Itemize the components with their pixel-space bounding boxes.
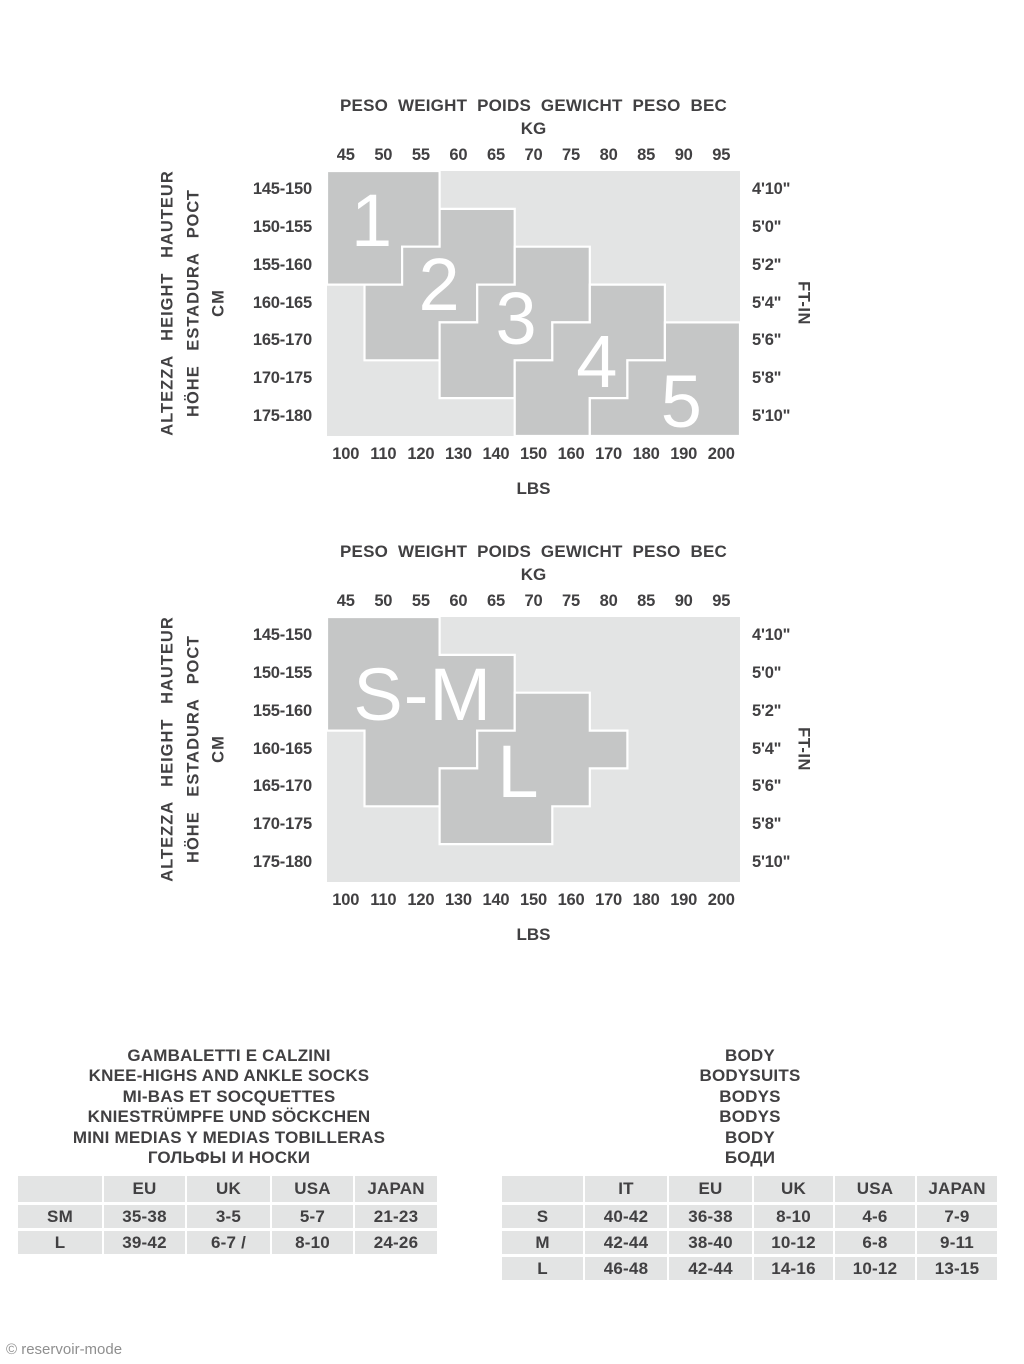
size-chart-numeric (0, 96, 1024, 506)
kg-tick: 85 (637, 146, 656, 164)
ftin-range-label: 5'6" (752, 331, 782, 350)
lbs-axis-label: LBS (516, 925, 551, 944)
kg-tick: 55 (411, 146, 430, 164)
cm-unit-label: CM (209, 735, 228, 763)
size-zone-label-4: 4 (576, 320, 619, 404)
table-row (502, 1257, 997, 1280)
lbs-tick: 200 (707, 445, 735, 463)
table-cell: 42-44 (669, 1257, 752, 1280)
knee-highs-size-table (18, 1176, 437, 1257)
size-zone-label-5: 5 (660, 359, 703, 443)
table-header-cell: EU (104, 1176, 185, 1202)
lbs-tick: 140 (482, 445, 510, 463)
cm-range-label: 160-165 (252, 739, 312, 758)
table-title-line: ГОЛЬФЫ И НОСКИ (147, 1148, 311, 1168)
cm-unit-label: CM (209, 289, 228, 317)
kg-tick: 50 (374, 146, 393, 164)
cm-range-label: 175-180 (252, 407, 312, 426)
table-cell: 8-10 (272, 1231, 353, 1254)
ftin-range-label: 5'8" (752, 369, 782, 388)
ftin-range-label: 5'10" (752, 853, 791, 872)
bodysuits-table-titles (502, 1046, 998, 1168)
height-axis-label-line2: HÖHE ESTADURA РОСТ (184, 189, 203, 417)
table-title-line: GAMBALETTI E CALZINI (127, 1046, 331, 1065)
lbs-tick: 180 (632, 445, 660, 463)
ftin-range-label: 5'8" (752, 815, 782, 834)
lbs-tick: 150 (520, 445, 547, 463)
lbs-tick: 130 (444, 445, 472, 463)
table-header-row (502, 1176, 997, 1202)
ftin-range-label: 5'10" (752, 407, 791, 426)
kg-tick: 90 (674, 146, 693, 164)
kg-axis-label: KG (520, 119, 547, 138)
table-title-line: BODYS (719, 1086, 781, 1106)
size-zone-label-2: 2 (418, 242, 461, 326)
bodysuits-size-table (502, 1176, 997, 1283)
cm-range-label: 150-155 (252, 217, 312, 236)
table-cell: 39-42 (104, 1231, 185, 1254)
lbs-tick: 170 (595, 891, 623, 909)
cm-range-label: 155-160 (252, 255, 312, 274)
cm-range-label: 145-150 (252, 625, 312, 644)
table-cell: 9-11 (917, 1231, 997, 1254)
table-header-cell (502, 1176, 583, 1202)
table-cell: 24-26 (355, 1231, 437, 1254)
table-row (502, 1205, 997, 1228)
table-header-cell: USA (835, 1176, 915, 1202)
size-zone-label-1: 1 (350, 178, 394, 262)
lbs-tick: 180 (632, 891, 660, 909)
lbs-tick: 170 (595, 445, 623, 463)
kg-tick: 60 (449, 592, 468, 610)
table-cell: 21-23 (355, 1205, 437, 1228)
table-title-line: БОДИ (724, 1148, 776, 1168)
ftin-range-label: 4'10" (752, 625, 791, 644)
kg-axis-label: KG (520, 565, 547, 584)
cm-range-label: 155-160 (252, 701, 312, 720)
table-title-line: BODYS (719, 1107, 781, 1127)
table-cell: 10-12 (754, 1231, 833, 1254)
lbs-tick: 120 (407, 891, 435, 909)
table-cell: 38-40 (669, 1231, 752, 1254)
knee-highs-table-titles (18, 1046, 440, 1168)
kg-tick: 95 (712, 592, 731, 610)
kg-tick: 50 (374, 592, 393, 610)
cm-range-label: 150-155 (252, 663, 312, 682)
table-cell: 40-42 (585, 1205, 667, 1228)
cm-range-label: 165-170 (252, 777, 312, 796)
cm-range-label: 175-180 (252, 853, 312, 872)
table-header-cell: UK (187, 1176, 270, 1202)
size-chart-sm-l (0, 542, 1024, 952)
size-zone-label-S-M: S-M (353, 652, 493, 736)
lbs-tick: 190 (670, 445, 698, 463)
ftin-range-label: 5'4" (752, 293, 782, 312)
kg-tick: 45 (336, 146, 355, 164)
kg-tick: 75 (562, 592, 580, 610)
table-header-row (18, 1176, 437, 1202)
cm-range-label: 160-165 (252, 293, 312, 312)
table-cell: 35-38 (104, 1205, 185, 1228)
ftin-unit-label: FT-IN (794, 727, 813, 771)
table-cell: 6-8 (835, 1231, 915, 1254)
table-header-cell: EU (669, 1176, 752, 1202)
table-cell: M (502, 1231, 583, 1254)
table-cell: SM (18, 1205, 102, 1228)
watermark: © reservoir-mode (6, 1341, 123, 1358)
lbs-tick: 130 (444, 891, 472, 909)
table-title-line: MINI MEDIAS Y MEDIAS TOBILLERAS (72, 1127, 386, 1147)
table-cell: L (502, 1257, 583, 1280)
size-zone-label-L: L (497, 730, 540, 814)
table-title-line: BODY (725, 1046, 775, 1065)
table-cell: 3-5 (187, 1205, 270, 1228)
table-cell: 13-15 (917, 1257, 997, 1280)
table-cell: 42-44 (585, 1231, 667, 1254)
table-row (18, 1231, 437, 1254)
table-title-line: MI-BAS ET SOCQUETTES (122, 1086, 336, 1106)
lbs-tick: 100 (332, 891, 360, 909)
table-cell: 46-48 (585, 1257, 667, 1280)
ftin-range-label: 5'0" (752, 217, 782, 236)
table-cell: 6-7 / (187, 1231, 270, 1254)
kg-tick: 45 (336, 592, 355, 610)
lbs-tick: 140 (482, 891, 510, 909)
table-cell: 7-9 (917, 1205, 997, 1228)
table-title-line: BODY (725, 1127, 775, 1147)
lbs-tick: 110 (370, 445, 397, 463)
ftin-range-label: 5'0" (752, 663, 782, 682)
height-axis-label-line1: ALTEZZA HEIGHT HAUTEUR (158, 170, 177, 436)
table-cell: 14-16 (754, 1257, 833, 1280)
ftin-range-label: 5'6" (752, 777, 782, 796)
cm-range-label: 170-175 (252, 369, 312, 388)
table-row (18, 1205, 437, 1228)
kg-tick: 90 (674, 592, 693, 610)
table-cell: L (18, 1231, 102, 1254)
table-header-cell: USA (272, 1176, 353, 1202)
table-title-line: KNEE-HIGHS AND ANKLE SOCKS (88, 1066, 370, 1086)
kg-tick: 80 (599, 146, 618, 164)
table-header-cell: JAPAN (355, 1176, 437, 1202)
cm-range-label: 170-175 (252, 815, 312, 834)
table-cell: S (502, 1205, 583, 1228)
kg-tick: 80 (599, 592, 618, 610)
lbs-tick: 160 (557, 891, 585, 909)
lbs-tick: 160 (557, 445, 585, 463)
kg-tick: 70 (524, 592, 543, 610)
height-axis-label-line2: HÖHE ESTADURA РОСТ (184, 635, 203, 863)
table-header-cell (18, 1176, 102, 1202)
size-zone-label-3: 3 (495, 276, 538, 360)
table-title-line: KNIESTRÜMPFE UND SÖCKCHEN (87, 1107, 371, 1127)
lbs-tick: 150 (520, 891, 547, 909)
height-weight-grid (327, 171, 740, 443)
table-cell: 8-10 (754, 1205, 833, 1228)
ftin-range-label: 4'10" (752, 179, 791, 198)
lbs-tick: 190 (670, 891, 698, 909)
ftin-range-label: 5'2" (752, 255, 782, 274)
ftin-range-label: 5'4" (752, 739, 782, 758)
kg-tick: 95 (712, 146, 731, 164)
table-cell: 36-38 (669, 1205, 752, 1228)
height-weight-grid (327, 617, 740, 882)
kg-tick: 65 (486, 146, 505, 164)
table-row (502, 1231, 997, 1254)
lbs-tick: 100 (332, 445, 360, 463)
table-header-cell: JAPAN (917, 1176, 997, 1202)
kg-tick: 60 (449, 146, 468, 164)
weight-title: PESO WEIGHT POIDS GEWICHT PESO ВЕС (340, 542, 727, 561)
ftin-range-label: 5'2" (752, 701, 782, 720)
table-cell: 4-6 (835, 1205, 915, 1228)
kg-tick: 75 (562, 146, 580, 164)
weight-title: PESO WEIGHT POIDS GEWICHT PESO ВЕС (340, 96, 727, 115)
kg-tick: 70 (524, 146, 543, 164)
lbs-tick: 120 (407, 445, 435, 463)
ftin-unit-label: FT-IN (794, 281, 813, 325)
table-cell: 5-7 (272, 1205, 353, 1228)
kg-tick: 85 (637, 592, 656, 610)
cm-range-label: 145-150 (252, 179, 312, 198)
table-cell: 10-12 (835, 1257, 915, 1280)
lbs-tick: 110 (370, 891, 397, 909)
table-header-cell: IT (585, 1176, 667, 1202)
table-title-line: BODYSUITS (699, 1066, 801, 1086)
height-axis-label-line1: ALTEZZA HEIGHT HAUTEUR (158, 616, 177, 882)
kg-tick: 55 (411, 592, 430, 610)
lbs-tick: 200 (707, 891, 735, 909)
kg-tick: 65 (486, 592, 505, 610)
table-header-cell: UK (754, 1176, 833, 1202)
cm-range-label: 165-170 (252, 331, 312, 350)
lbs-axis-label: LBS (516, 479, 551, 498)
